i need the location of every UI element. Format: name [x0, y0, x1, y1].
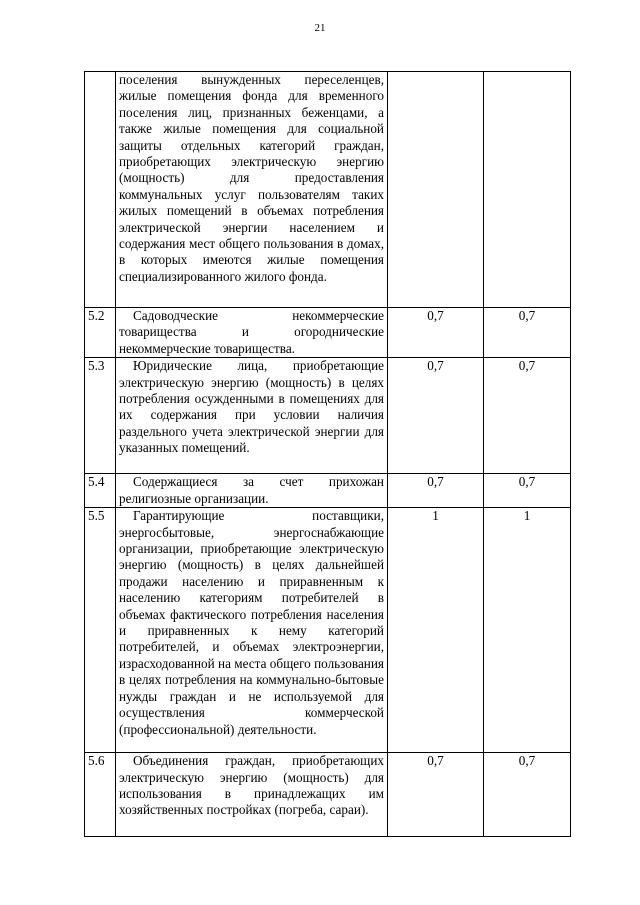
row-value-1: 0,7 [388, 474, 484, 508]
row-value-1: 0,7 [388, 753, 484, 837]
table-row [85, 508, 571, 753]
row-description: поселения вынужденных переселенцев, жилые помещения фонда для временного поселения лиц, признанных беженцами, а также жилые помещения для социальной защиты отдельных категорий граждан, приобретающих электрическую энергию (мощность) для предоставления коммунальных услуг пользователям таких жилых помещений в объемах потребления электрической энергии населением и содержания мест общего пользования в домах, в которых имеются жилые помещения специализированного жилого фонда. [116, 72, 388, 308]
row-value-2: 1 [484, 508, 571, 753]
page-number: 21 [314, 22, 326, 34]
tariff-coefficient-table [84, 71, 571, 837]
row-description: Юридические лица, приобретающие электрическую энергию (мощность) в целях потребления осужденными в помещениях для их содержания при условии наличия раздельного учета электрической энергии для указанных помещений. [116, 358, 388, 474]
table-row [85, 474, 571, 508]
table-row [85, 358, 571, 474]
row-number [85, 72, 116, 308]
table-row [85, 308, 571, 358]
row-description: Содержащиеся за счет прихожан религиозные организации. [116, 474, 388, 508]
row-value-1: 0,7 [388, 308, 484, 358]
row-value-2: 0,7 [484, 308, 571, 358]
row-value-2: 0,7 [484, 474, 571, 508]
row-description: Гарантирующие поставщики, энергосбытовые, энергоснабжающие организации, приобретающие электрическую энергию (мощность) в целях дальнейшей продажи населению и приравненным к населению категориям потребителей в объемах фактического потребления населения и приравненных к нему категорий потребителей, и объемах электроэнергии, израсходованной на места общего пользования в целях потребления на коммунально-бытовые нужды граждан и не используемой для осуществления коммерческой (профессиональной) деятельности. [116, 508, 388, 753]
row-value-1: 1 [388, 508, 484, 753]
row-description: Садоводческие некоммерческие товарищества и огороднические некоммерческие товарищества. [116, 308, 388, 358]
row-number: 5.3 [85, 358, 116, 474]
row-value-1 [388, 72, 484, 308]
table-row [85, 72, 571, 308]
row-number: 5.4 [85, 474, 116, 508]
table-row [85, 753, 571, 837]
row-number: 5.5 [85, 508, 116, 753]
row-value-2: 0,7 [484, 753, 571, 837]
row-description: Объединения граждан, приобретающих электрическую энергию (мощность) для использования в принадлежащих им хозяйственных постройках (погреба, сараи). [116, 753, 388, 837]
row-value-1: 0,7 [388, 358, 484, 474]
row-value-2: 0,7 [484, 358, 571, 474]
row-value-2 [484, 72, 571, 308]
row-number: 5.2 [85, 308, 116, 358]
row-number: 5.6 [85, 753, 116, 837]
